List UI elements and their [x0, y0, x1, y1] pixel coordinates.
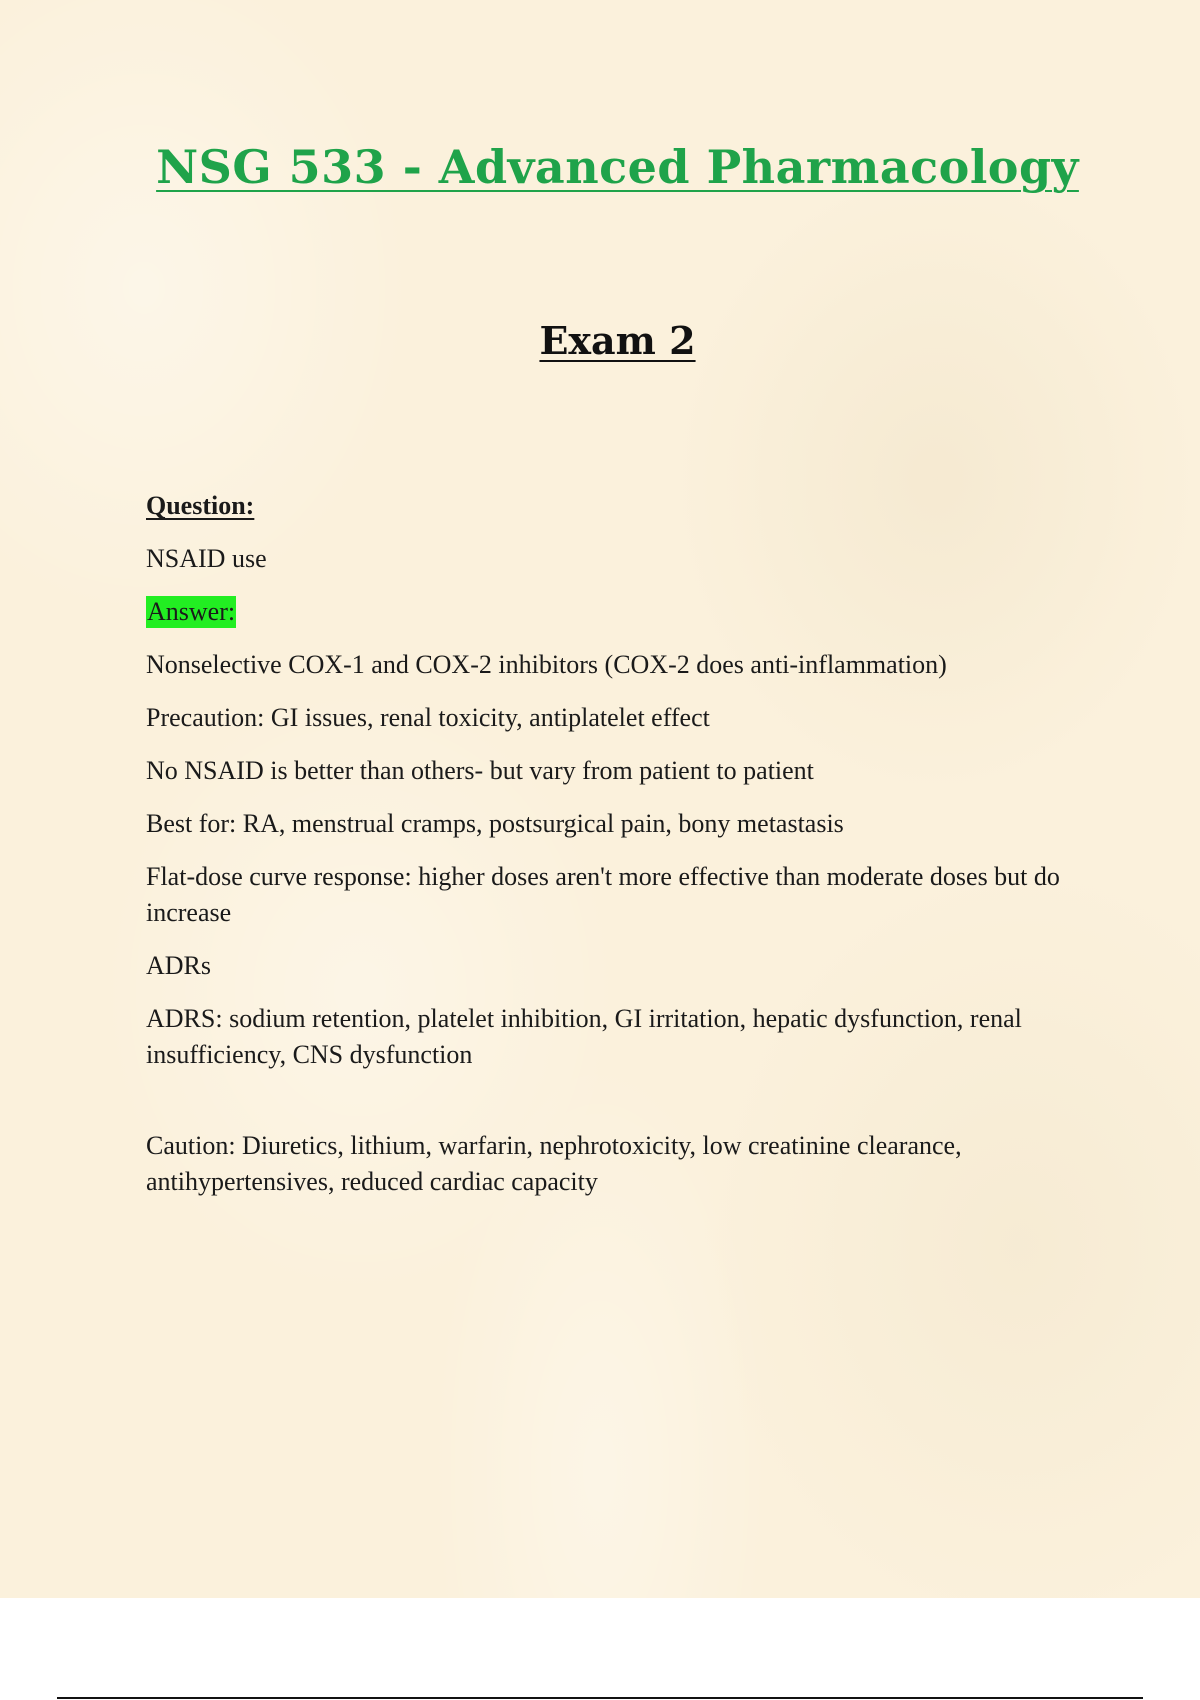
question-text: NSAID use — [146, 544, 267, 573]
question-answer-block — [146, 488, 1076, 1217]
answer-line: Best for: RA, menstrual cramps, postsurgical pain, bony metastasis — [146, 809, 844, 838]
answer-line: Precaution: GI issues, renal toxicity, antiplatelet effect — [146, 703, 710, 732]
document-title: NSG 533 - Advanced Pharmacology — [156, 140, 1079, 194]
question-label: Question: — [146, 491, 255, 520]
exam-subtitle: Exam 2 — [539, 318, 696, 363]
footer-divider — [57, 1697, 1143, 1699]
answer-label: Answer: — [147, 597, 236, 626]
answer-line: ADRS: sodium retention, platelet inhibition, GI irritation, hepatic dysfunction, renal insufficiency, CNS dysfunction — [146, 1004, 1022, 1069]
answer-line: Caution: Diuretics, lithium, warfarin, nephrotoxicity, low creatinine clearance, antihypertensives, reduced cardiac capacity — [146, 1131, 962, 1196]
answer-line: Flat-dose curve response: higher doses aren't more effective than moderate doses but do increase — [146, 862, 1060, 927]
answer-line: Nonselective COX-1 and COX-2 inhibitors (COX-2 does anti-inflammation) — [146, 650, 947, 679]
answer-line: ADRs — [146, 951, 212, 980]
answer-line: No NSAID is better than others- but vary from patient to patient — [146, 756, 814, 785]
